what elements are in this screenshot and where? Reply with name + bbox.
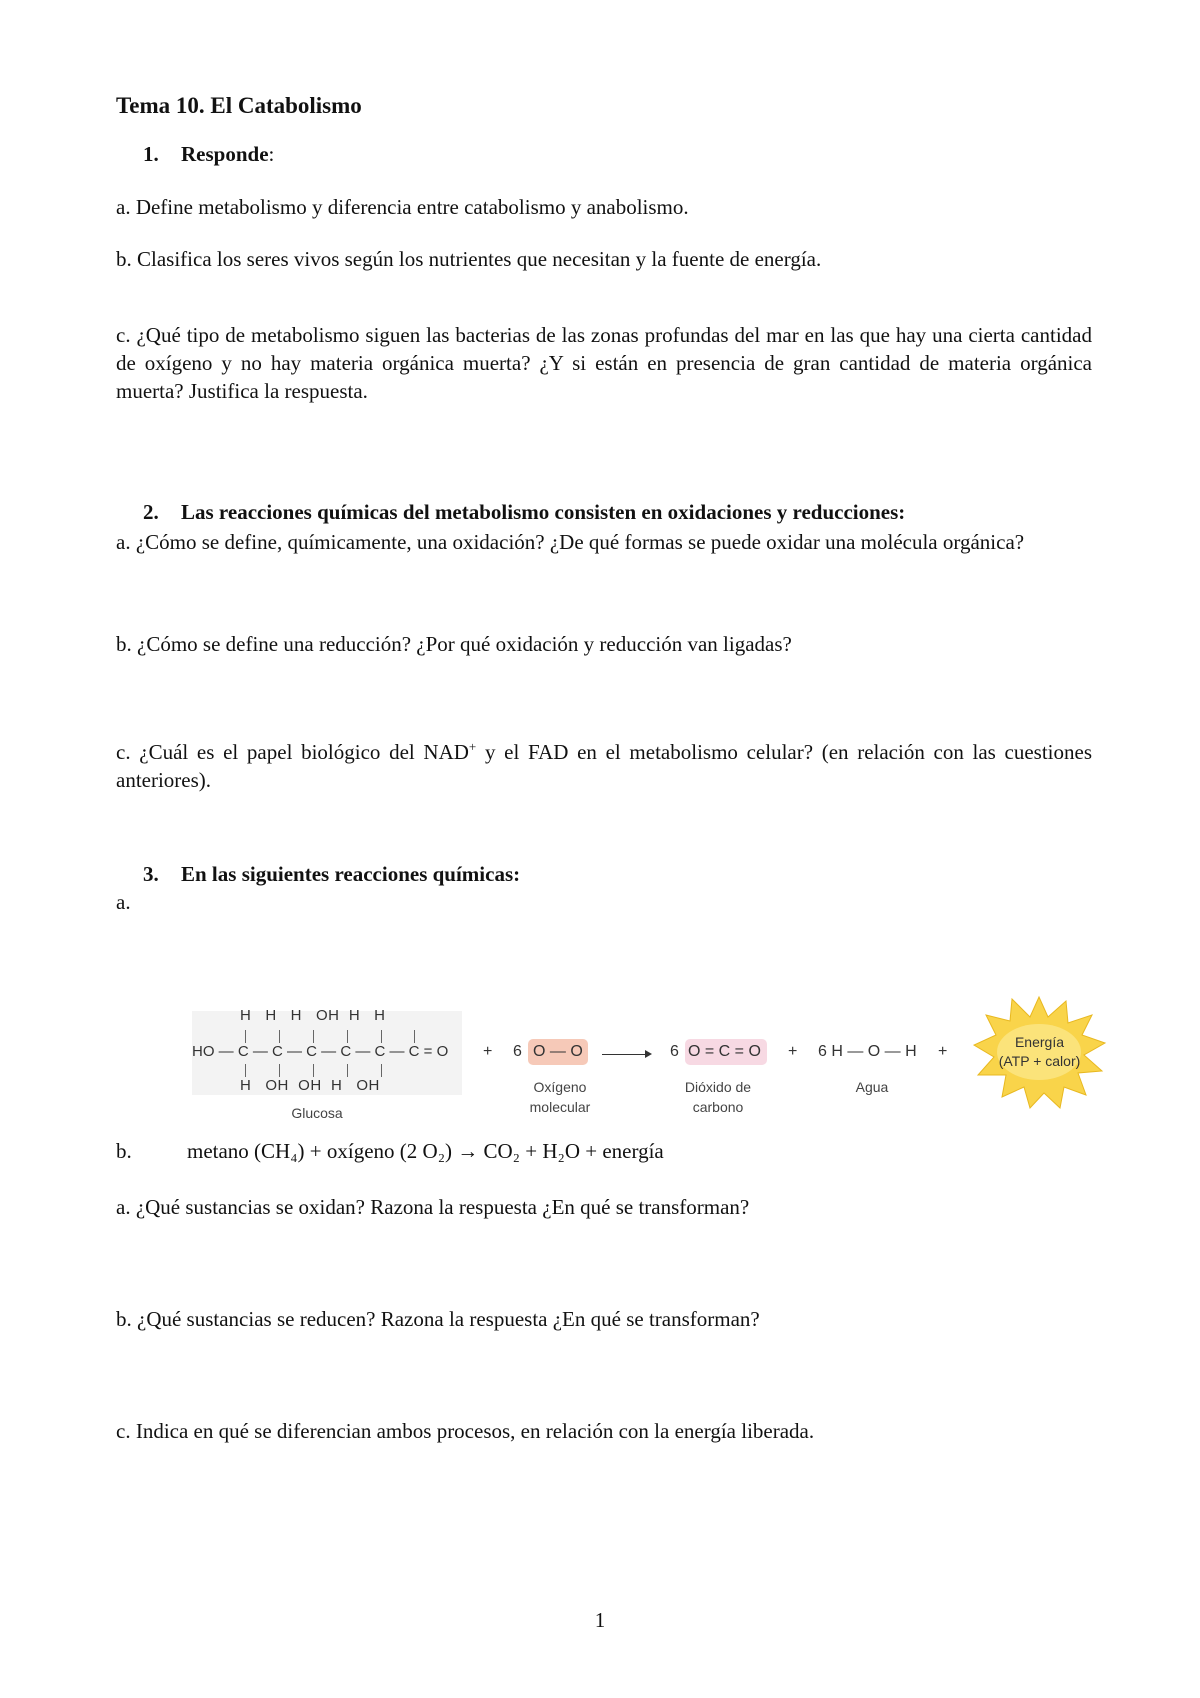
q2-item-c-sup: + <box>468 739 477 754</box>
o2-label-line1: Oxígeno <box>533 1079 587 1095</box>
bond-line <box>347 1030 348 1043</box>
page-number: 1 <box>594 1608 606 1632</box>
o2-coefficient: 6 <box>513 1043 522 1060</box>
q3-label-a: a. <box>116 890 131 914</box>
bond-line <box>245 1030 246 1043</box>
q2-item-c-post: y el FAD en el metabolismo celular? (en relación con las cuestiones anteriores). <box>116 740 1093 792</box>
q3-heading <box>181 862 520 887</box>
bond-line <box>381 1064 382 1077</box>
plus-sign: + <box>788 1043 798 1060</box>
q2-item-b: b. ¿Cómo se define una reducción? ¿Por qué oxidación y reducción van ligadas? <box>116 632 792 656</box>
co2-label-line1: Dióxido de <box>684 1079 752 1095</box>
q3-number: 3. <box>143 862 159 886</box>
q1-heading-text: Responde <box>181 142 269 166</box>
bond-line <box>313 1064 314 1077</box>
bond-line <box>347 1064 348 1077</box>
q2-number: 2. <box>143 500 159 524</box>
q1-item-a: a. Define metabolismo y diferencia entre catabolismo y anabolismo. <box>116 195 689 219</box>
o2-label-line2: molecular <box>529 1099 591 1115</box>
glucose-main-chain: HO — C — C — C — C — C — C = O <box>192 1043 449 1060</box>
q1-number: 1. <box>143 142 159 166</box>
q3-heading-text: En las siguientes reacciones químicas: <box>181 862 521 886</box>
q1-item-c: c. ¿Qué tipo de metabolismo siguen las bacterias de las zonas profundas del mar en las que hay una cierta cantidad de oxígeno y no hay materia orgánica muerta? ¿Y si están en presencia de gran cantidad de materia orgánica muerta? Justifica la respuesta. <box>116 323 1092 403</box>
methane-reaction: metano (CH₄) + oxígeno (2 O₂) → CO₂ + H₂O + energía <box>187 1139 664 1163</box>
q2-heading <box>181 500 905 525</box>
bond-line <box>381 1030 382 1043</box>
water-label: Agua <box>855 1079 889 1095</box>
co2-label <box>663 1077 773 1117</box>
bond-line <box>245 1064 246 1077</box>
plus-sign: + <box>483 1043 493 1060</box>
q2-item-a: a. ¿Cómo se define, químicamente, una oxidación? ¿De qué formas se puede oxidar una molécula orgánica? <box>116 530 1025 554</box>
co2-label-line2: carbono <box>692 1099 744 1115</box>
co2-coefficient: 6 <box>670 1043 679 1060</box>
bond-line <box>279 1030 280 1043</box>
q2-heading-text: Las reacciones químicas del metabolismo consisten en oxidaciones y reducciones: <box>181 500 906 524</box>
water-formula: 6 H — O — H <box>818 1043 917 1060</box>
bond-line <box>313 1030 314 1043</box>
energy-label <box>972 1033 1107 1071</box>
plus-sign: + <box>938 1043 948 1060</box>
q1-item-b: b. Clasifica los seres vivos según los nutrientes que necesitan y la fuente de energía. <box>116 247 822 271</box>
reaction-arrow <box>602 1054 650 1055</box>
q1-heading-colon: : <box>268 142 275 166</box>
co2-formula: O = C = O <box>688 1043 761 1060</box>
page-title: Tema 10. El Catabolismo <box>116 93 362 118</box>
energy-label-line1: Energía <box>1014 1034 1065 1050</box>
q2-item-c-pre: c. ¿Cuál es el papel biológico del NAD <box>116 740 469 764</box>
glucose-bottom-atoms: H OH OH H OH <box>240 1077 380 1094</box>
glucose-top-atoms: H H H OH H H <box>240 1007 386 1024</box>
q2-item-c <box>116 733 1092 794</box>
o2-label <box>510 1077 610 1117</box>
bond-line <box>414 1030 415 1043</box>
q3-question-c: c. Indica en qué se diferencian ambos procesos, en relación con la energía liberada. <box>116 1419 815 1443</box>
energy-label-line2: (ATP + calor) <box>998 1053 1081 1069</box>
q3-question-a: a. ¿Qué sustancias se oxidan? Razona la respuesta ¿En qué se transforman? <box>116 1195 750 1219</box>
q3-question-b: b. ¿Qué sustancias se reducen? Razona la respuesta ¿En qué se transforman? <box>116 1307 760 1331</box>
glucose-reaction-figure <box>192 995 1122 1130</box>
glucose-label: Glucosa <box>291 1105 343 1121</box>
o2-formula: O — O <box>533 1043 583 1060</box>
q1-heading <box>181 142 274 167</box>
bond-line <box>279 1064 280 1077</box>
q3-label-b: b. <box>116 1139 132 1163</box>
